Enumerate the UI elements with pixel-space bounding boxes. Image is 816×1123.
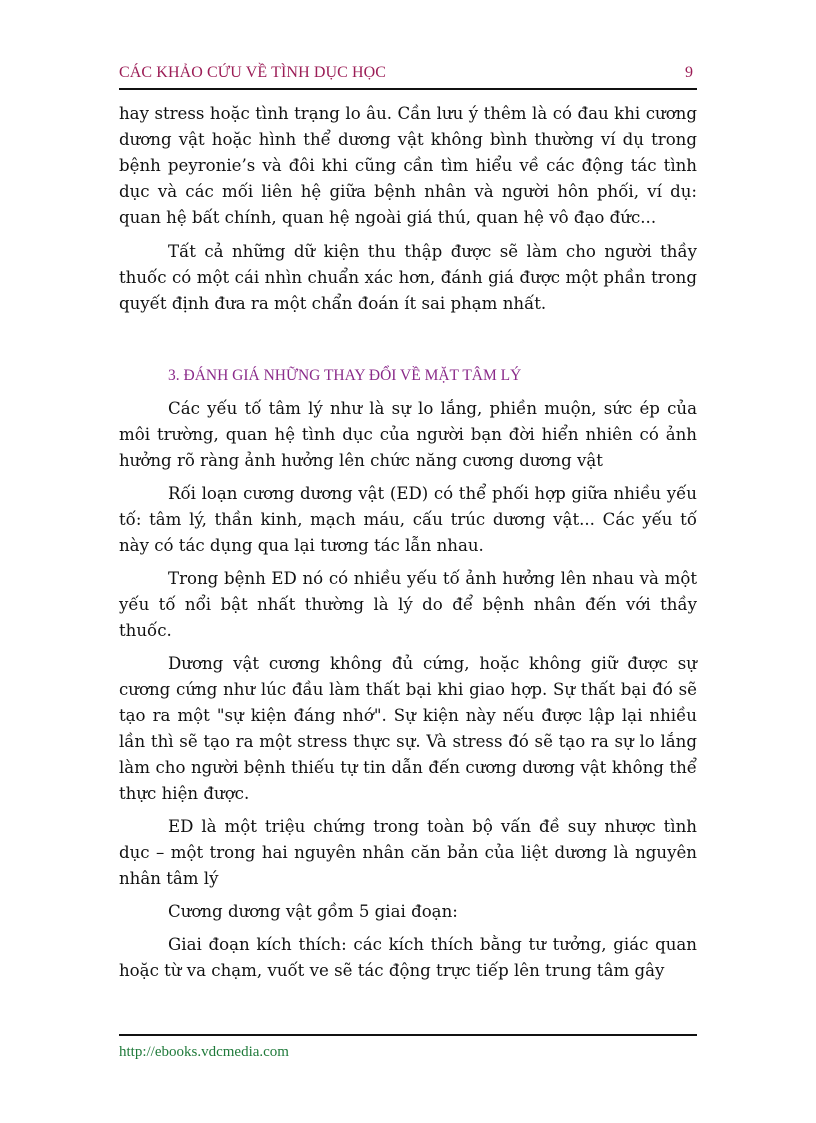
paragraph-6: Dương vật cương không đủ cứng, hoặc không giữ được sự cương cứng như lúc đầu làm thất bại khi giao hợp. Sự thất bại đó sẽ tạo ra một "sự kiện đáng nhớ". Sự kiện này nếu được lập lại nhiều lần thì sẽ tạo ra một stress thực sự. Và stress đó sẽ tạo ra sự lo lắng làm cho người bệnh thiếu tự tin dẫn đến cương dương vật không thể thực hiện được. (119, 654, 697, 803)
paragraph-5: Trong bệnh ED nó có nhiều yếu tố ảnh hưởng lên nhau và một yếu tố nổi bật nhất thường là lý do để bệnh nhân đến với thầy thuốc. (119, 569, 697, 640)
header-title: CÁC KHẢO CỨU VỀ TÌNH DỤC HỌC (119, 64, 387, 81)
page-number: 9 (685, 64, 693, 81)
paragraph-3: Các yếu tố tâm lý như là sự lo lắng, phiền muộn, sức ép của môi trường, quan hệ tình dục của người bạn đời hiển nhiên có ảnh hưởng rõ ràng ảnh hưởng lên chức năng cương dương vật (119, 399, 697, 470)
section-heading: 3. ĐÁNH GIÁ NHỮNG THAY ĐỔI VỀ MẶT TÂM LÝ (168, 367, 522, 384)
page-header (119, 62, 697, 90)
page-body (119, 101, 697, 984)
paragraph-4: Rối loạn cương dương vật (ED) có thể phối hợp giữa nhiều yếu tố: tâm lý, thần kinh, mạch máu, cấu trúc dương vật... Các yếu tố này có tác dụng qua lại tương tác lẫn nhau. (119, 484, 697, 555)
paragraph-1: hay stress hoặc tình trạng lo âu. Cần lưu ý thêm là có đau khi cương dương vật hoặc hình thể dương vật không bình thường ví dụ trong bệnh peyronie’s và đôi khi cũng cần tìm hiểu về các động tác tình dục và các mối liên hệ giữa bệnh nhân và người hôn phối, ví dụ: quan hệ bất chính, quan hệ ngoài giá thú, quan hệ vô đạo đức... (119, 104, 697, 227)
footer-divider (119, 1034, 697, 1036)
footer-link[interactable]: http://ebooks.vdcmedia.com (119, 1044, 289, 1060)
paragraph-7: ED là một triệu chứng trong toàn bộ vấn đề suy nhược tình dục – một trong hai nguyên nhân căn bản của liệt dương là nguyên nhân tâm lý (119, 817, 697, 888)
paragraph-2: Tất cả những dữ kiện thu thập được sẽ làm cho người thầy thuốc có một cái nhìn chuẩn xác hơn, đánh giá được một phần trong quyết định đưa ra một chẩn đoán ít sai phạm nhất. (119, 242, 697, 313)
paragraph-9: Giai đoạn kích thích: các kích thích bằng tư tưởng, giác quan hoặc từ va chạm, vuốt ve sẽ tác động trực tiếp lên trung tâm gây (119, 935, 697, 980)
paragraph-8: Cương dương vật gồm 5 giai đoạn: (168, 902, 458, 921)
